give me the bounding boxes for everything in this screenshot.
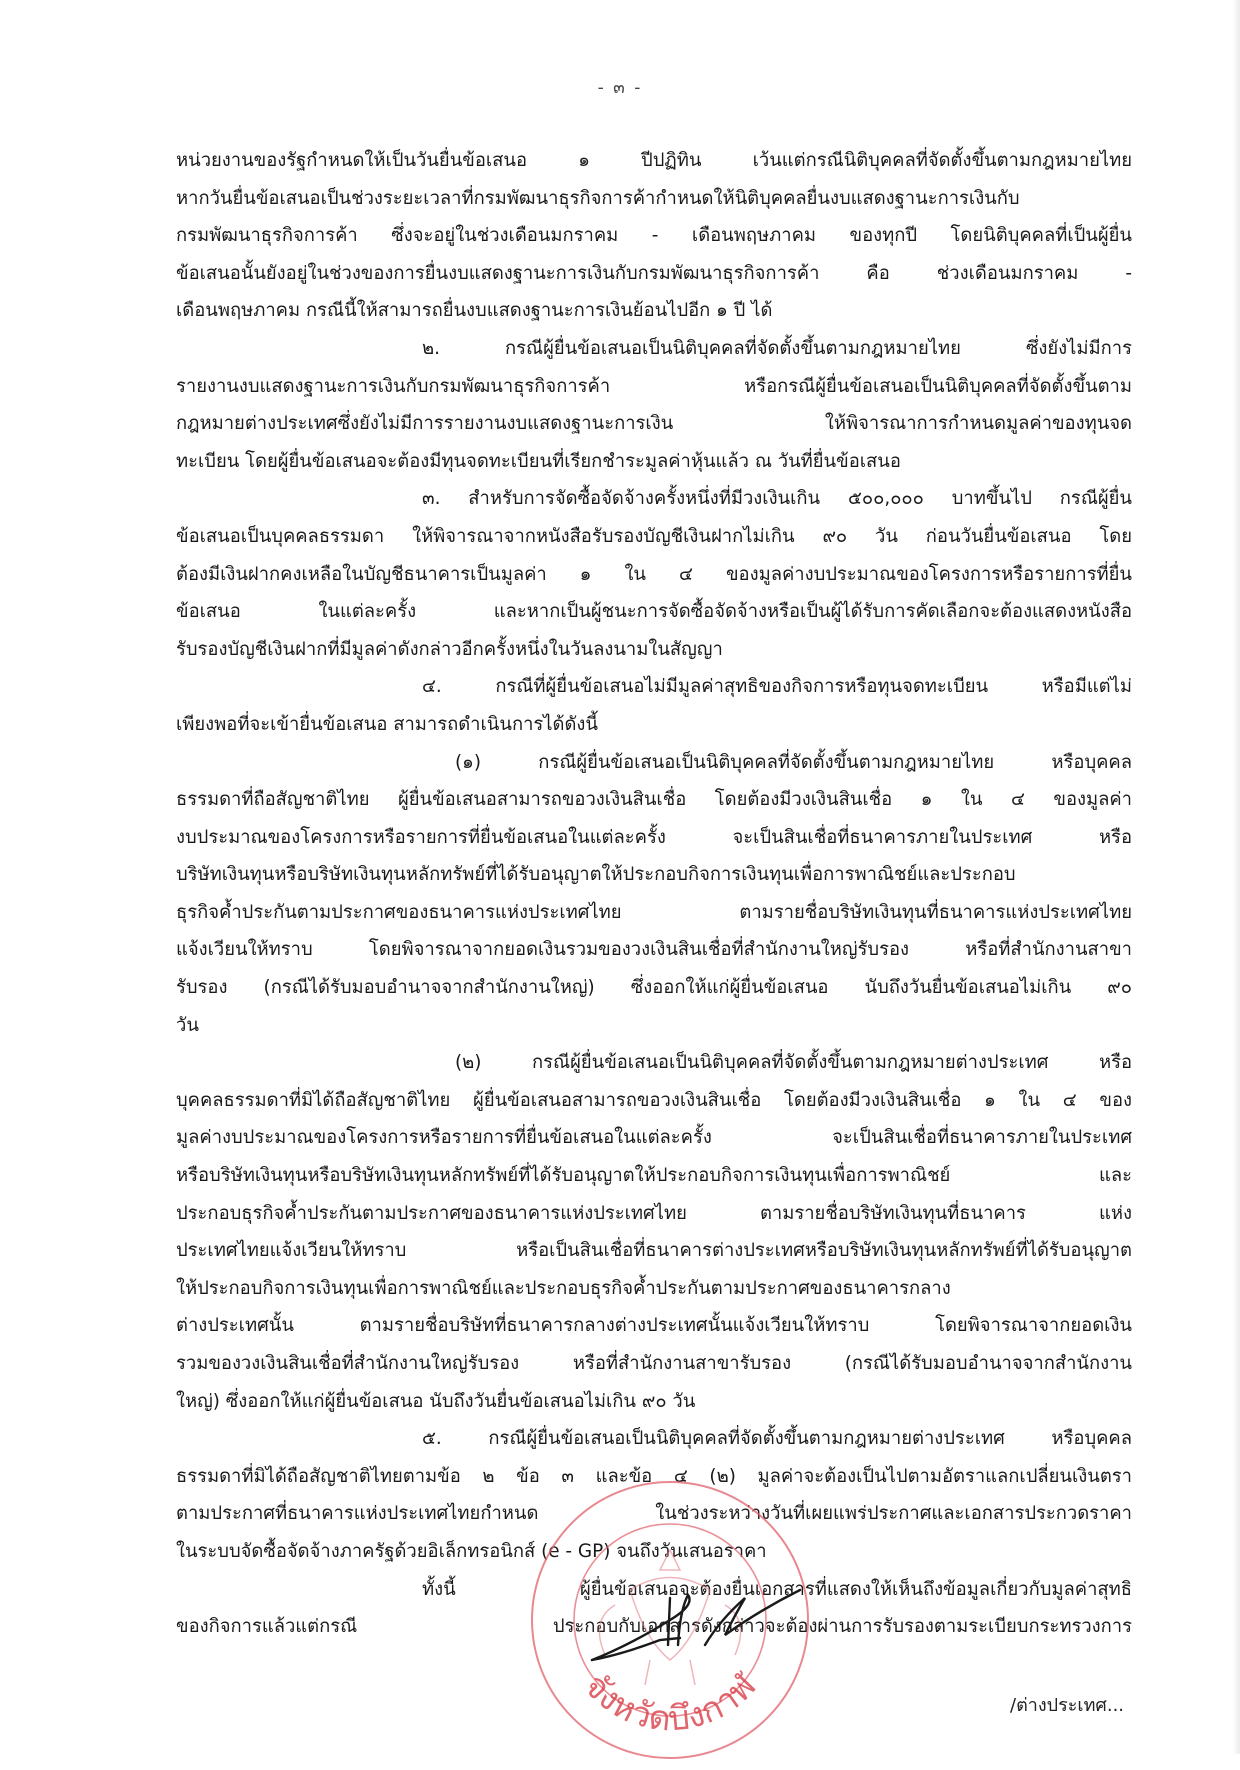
item-heading-line: ๒. กรณีผู้ยื่นข้อเสนอเป็นนิติบุคคลที่จัดตั้งขึ้นตามกฎหมายไทย ซึ่งยังไม่มีการ	[422, 337, 1132, 359]
paragraph-line: ธรรมดาที่ถือสัญชาติไทย ผู้ยื่นข้อเสนอสามารถขอวงเงินสินเชื่อ โดยต้องมีวงเงินสินเชื่อ ๑ ใน ๔ ของมูลค่า	[176, 789, 1132, 811]
item-heading-line: ๓. สำหรับการจัดซื้อจัดจ้างครั้งหนึ่งที่มีวงเงินเกิน ๕๐๐,๐๐๐ บาทขึ้นไป กรณีผู้ยื่น	[422, 488, 1132, 510]
subitem-heading-line: (๑) กรณีผู้ยื่นข้อเสนอเป็นนิติบุคคลที่จัดตั้งขึ้นตามกฎหมายไทย หรือบุคคล	[455, 751, 1132, 773]
paragraph-line: ของกิจการแล้วแต่กรณี ประกอบกับเอกสารดังกล่าวจะต้องผ่านการรับรองตามระเบียบกระทรวงการ	[176, 1616, 1132, 1638]
paragraph-line: ใหญ่) ซึ่งออกให้แก่ผู้ยื่นข้อเสนอ นับถึงวันยื่นข้อเสนอไม่เกิน ๙๐ วัน	[176, 1390, 696, 1412]
paragraph-line: รับรองบัญชีเงินฝากที่มีมูลค่าดังกล่าวอีกครั้งหนึ่งในวันลงนามในสัญญา	[176, 638, 723, 660]
paragraph-line: ธรรมดาที่มิได้ถือสัญชาติไทยตามข้อ ๒ ข้อ ๓ และข้อ ๔ (๒) มูลค่าจะต้องเป็นไปตามอัตราแลกเปลี่ยนเงินตรา	[176, 1465, 1132, 1487]
page-number: - ๓ -	[597, 78, 643, 98]
document-body	[176, 142, 1132, 1646]
item-heading-line: ๕. กรณีผู้ยื่นข้อเสนอเป็นนิติบุคคลที่จัดตั้งขึ้นตามกฎหมายต่างประเทศ หรือบุคคล	[422, 1428, 1132, 1450]
paragraph-line: ในระบบจัดซื้อจัดจ้างภาครัฐด้วยอิเล็กทรอนิกส์ (e - GP) จนถึงวันเสนอราคา	[176, 1540, 767, 1562]
paragraph-line: เพียงพอที่จะเข้ายื่นข้อเสนอ สามารถดำเนินการได้ดังนี้	[176, 713, 598, 735]
paragraph-line: ข้อเสนอ ในแต่ละครั้ง และหากเป็นผู้ชนะการจัดซื้อจัดจ้างหรือเป็นผู้ได้รับการคัดเลือกจะต้องแสดงหนังสือ	[176, 601, 1132, 623]
paragraph-line: งบประมาณของโครงการหรือรายการที่ยื่นข้อเสนอในแต่ละครั้ง จะเป็นสินเชื่อที่ธนาคารภายในประเทศ หรือ	[176, 826, 1132, 848]
paragraph-line: ให้ประกอบกิจการเงินทุนเพื่อการพาณิชย์และประกอบธุรกิจค้ำประกันตามประกาศของธนาคารกลาง	[176, 1277, 951, 1299]
paragraph-line: แจ้งเวียนให้ทราบ โดยพิจารณาจากยอดเงินรวมของวงเงินสินเชื่อที่สำนักงานใหญ่รับรอง หรือที่สำนักงานสาขา	[176, 939, 1132, 961]
paragraph-line: หน่วยงานของรัฐกำหนดให้เป็นวันยื่นข้อเสนอ ๑ ปีปฏิทิน เว้นแต่กรณีนิติบุคคลที่จัดตั้งขึ้นตามกฎหมายไทย	[176, 150, 1132, 171]
paragraph-line: หรือบริษัทเงินทุนหรือบริษัทเงินทุนหลักทรัพย์ที่ได้รับอนุญาตให้ประกอบกิจการเงินทุนเพื่อการพาณิชย์ และ	[176, 1165, 1132, 1187]
closing-heading-line: ทั้งนี้ ผู้ยื่นข้อเสนอจะต้องยื่นเอกสารที่แสดงให้เห็นถึงข้อมูลเกี่ยวกับมูลค่าสุทธิ	[422, 1578, 1132, 1600]
paragraph-line: เดือนพฤษภาคม กรณีนี้ให้สามารถยื่นงบแสดงฐานะการเงินย้อนไปอีก ๑ ปี ได้	[176, 300, 773, 322]
paragraph-line: กรมพัฒนาธุรกิจการค้า ซึ่งจะอยู่ในช่วงเดือนมกราคม - เดือนพฤษภาคม ของทุกปี โดยนิติบุคคลที่เป็นผู้ยื่น	[176, 225, 1132, 247]
paragraph-line: ข้อเสนอนั้นยังอยู่ในช่วงของการยื่นงบแสดงฐานะการเงินกับกรมพัฒนาธุรกิจการค้า คือ ช่วงเดือนมกราคม -	[176, 262, 1132, 284]
paragraph-line: ต่างประเทศนั้น ตามรายชื่อบริษัทที่ธนาคารกลางต่างประเทศนั้นแจ้งเวียนให้ทราบ โดยพิจารณาจากยอดเงิน	[176, 1315, 1132, 1337]
paragraph-line: ต้องมีเงินฝากคงเหลือในบัญชีธนาคารเป็นมูลค่า ๑ ใน ๔ ของมูลค่างบประมาณของโครงการหรือรายการที่ยื่น	[176, 563, 1132, 585]
paragraph-line: ทะเบียน โดยผู้ยื่นข้อเสนอจะต้องมีทุนจดทะเบียนที่เรียกชำระมูลค่าหุ้นแล้ว ณ วันที่ยื่นข้อเสนอ	[176, 450, 901, 472]
paragraph-line: วัน	[176, 1014, 199, 1036]
continuation-marker: /ต่างประเทศ...	[1010, 1695, 1125, 1716]
paragraph-line: หากวันยื่นข้อเสนอเป็นช่วงระยะเวลาที่กรมพัฒนาธุรกิจการค้ากำหนดให้นิติบุคคลยื่นงบแสดงฐานะการเงินกับ	[176, 187, 1020, 209]
paragraph-line: ตามประกาศที่ธนาคารแห่งประเทศไทยกำหนด ในช่วงระหว่างวันที่เผยแพร่ประกาศและเอกสารประกวดราคา	[176, 1503, 1132, 1525]
paragraph-line: รวมของวงเงินสินเชื่อที่สำนักงานใหญ่รับรอง หรือที่สำนักงานสาขารับรอง (กรณีได้รับมอบอำนาจจากสำนักงาน	[176, 1353, 1132, 1374]
paragraph-line: ธุรกิจค้ำประกันตามประกาศของธนาคารแห่งประเทศไทย ตามรายชื่อบริษัทเงินทุนที่ธนาคารแห่งประเทศไทย	[176, 901, 1132, 923]
paragraph-line: มูลค่างบประมาณของโครงการหรือรายการที่ยื่นข้อเสนอในแต่ละครั้ง จะเป็นสินเชื่อที่ธนาคารภายในประเทศ	[176, 1127, 1132, 1149]
paragraph-line: รายงานงบแสดงฐานะการเงินกับกรมพัฒนาธุรกิจการค้า หรือกรณีผู้ยื่นข้อเสนอเป็นนิติบุคคลที่จัดตั้งขึ้นตาม	[176, 375, 1132, 397]
subitem-heading-line: (๒) กรณีผู้ยื่นข้อเสนอเป็นนิติบุคคลที่จัดตั้งขึ้นตามกฎหมายต่างประเทศ หรือ	[455, 1052, 1132, 1074]
paragraph-line: บริษัทเงินทุนหรือบริษัทเงินทุนหลักทรัพย์ที่ได้รับอนุญาตให้ประกอบกิจการเงินทุนเพื่อการพาณิชย์และประกอบ	[176, 864, 1016, 886]
item-heading-line: ๔. กรณีที่ผู้ยื่นข้อเสนอไม่มีมูลค่าสุทธิของกิจการหรือทุนจดทะเบียน หรือมีแต่ไม่	[422, 676, 1132, 698]
paragraph-line: ประกอบธุรกิจค้ำประกันตามประกาศของธนาคารแห่งประเทศไทย ตามรายชื่อบริษัทเงินทุนที่ธนาคาร แห่ง	[176, 1202, 1132, 1224]
page-edge-shadow	[1232, 0, 1240, 1754]
paragraph-line: รับรอง (กรณีได้รับมอบอำนาจจากสำนักงานใหญ่) ซึ่งออกให้แก่ผู้ยื่นข้อเสนอ นับถึงวันยื่นข้อเสนอไม่เกิน ๙๐	[176, 977, 1132, 999]
paragraph-line: ข้อเสนอเป็นบุคคลธรรมดา ให้พิจารณาจากหนังสือรับรองบัญชีเงินฝากไม่เกิน ๙๐ วัน ก่อนวันยื่นข้อเสนอ โดย	[176, 525, 1132, 547]
paragraph-line: ประเทศไทยแจ้งเวียนให้ทราบ หรือเป็นสินเชื่อที่ธนาคารต่างประเทศหรือบริษัทเงินทุนหลักทรัพย์ที่ได้รับอนุญาต	[176, 1240, 1132, 1262]
paragraph-line: บุคคลธรรมดาที่มิได้ถือสัญชาติไทย ผู้ยื่นข้อเสนอสามารถขอวงเงินสินเชื่อ โดยต้องมีวงเงินสินเชื่อ ๑ ใน ๔ ของ	[176, 1089, 1132, 1111]
paragraph-line: กฎหมายต่างประเทศซึ่งยังไม่มีการรายงานงบแสดงฐานะการเงิน ให้พิจารณาการกำหนดมูลค่าของทุนจด	[176, 413, 1132, 435]
seal-text: จังหวัดบึงกาฬ	[575, 1666, 765, 1740]
